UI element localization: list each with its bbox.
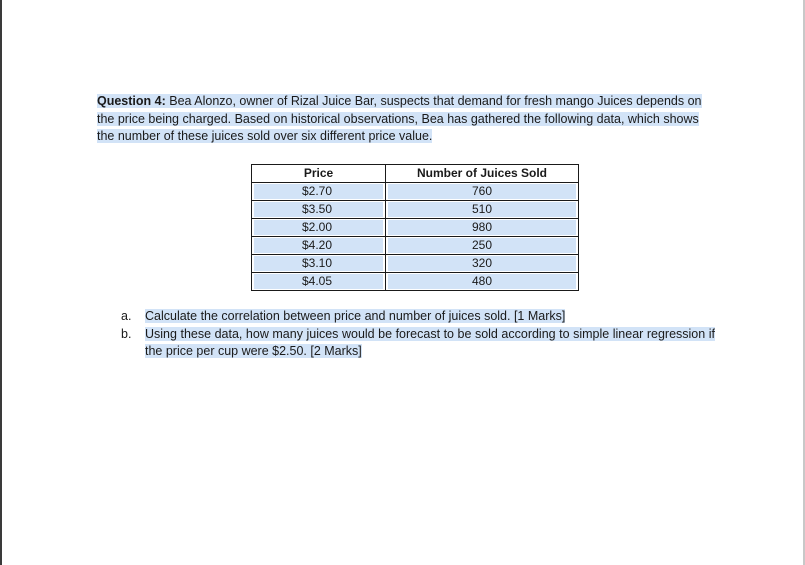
question-parts-list	[119, 308, 715, 361]
sold-cell: 510	[386, 201, 579, 219]
header-price: Price	[252, 165, 386, 183]
table-header-row	[252, 165, 579, 183]
table-row	[252, 219, 579, 237]
price-cell: $4.20	[252, 237, 386, 255]
price-cell: $2.70	[252, 183, 386, 201]
table-row	[252, 237, 579, 255]
list-item-text: Using these data, how many juices would be forecast to be sold according to simple linear regression if the price per cup were $2.50. [2 Marks]	[145, 326, 715, 358]
question-text: Bea Alonzo, owner of Rizal Juice Bar, suspects that demand for fresh mango Juices depends on the price being charged. Based on historical observations, Bea has gathered the following data, which shows the number of these juices sold over six different price value.	[97, 94, 702, 143]
table-row	[252, 183, 579, 201]
table-row	[252, 201, 579, 219]
table-row	[252, 255, 579, 273]
sold-cell: 480	[386, 273, 579, 291]
price-cell: $3.10	[252, 255, 386, 273]
price-cell: $3.50	[252, 201, 386, 219]
sold-cell: 760	[386, 183, 579, 201]
list-item	[119, 326, 715, 361]
question-label: Question 4:	[97, 94, 166, 108]
sold-cell: 980	[386, 219, 579, 237]
document-page	[97, 93, 715, 358]
list-item-text: Calculate the correlation between price and number of juices sold. [1 Marks]	[145, 309, 566, 323]
question-paragraph	[97, 93, 715, 146]
left-page-edge	[0, 0, 2, 565]
list-marker: b.	[121, 326, 132, 341]
header-juices-sold: Number of Juices Sold	[386, 165, 579, 183]
table-row	[252, 273, 579, 291]
list-item	[119, 308, 715, 326]
list-marker: a.	[121, 309, 132, 323]
price-sales-table	[251, 164, 579, 291]
price-cell: $4.05	[252, 273, 386, 291]
price-cell: $2.00	[252, 219, 386, 237]
data-table-wrapper	[251, 164, 579, 291]
sold-cell: 250	[386, 237, 579, 255]
sold-cell: 320	[386, 255, 579, 273]
